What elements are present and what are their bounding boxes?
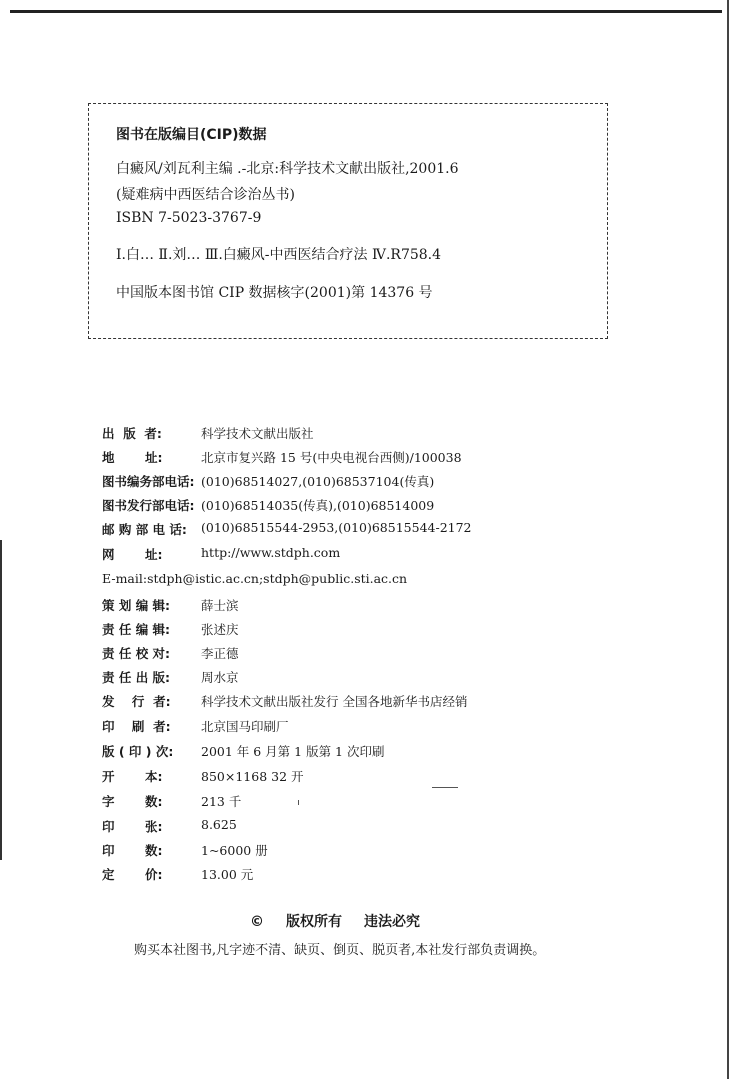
piracy-warning: 违法必究 — [364, 914, 420, 930]
pub-row-word-count: 字 数: 213 千 — [102, 794, 242, 809]
pub-row-edition: 版 ( 印 ) 次: 2001 年 6 月第 1 版第 1 次印刷 — [102, 744, 385, 759]
pub-row-editorial-phone: 图书编务部电话: (010)68514027,(010)68537104(传真) — [102, 474, 435, 489]
pub-row-website: 网 址: http://www.stdph.com — [102, 545, 341, 562]
pub-row-publisher: 出 版 者: 科学技术文献出版社 — [102, 426, 314, 441]
pub-row-proofreader: 责 任 校 对: 李正德 — [102, 646, 239, 661]
pub-row-address: 地 址: 北京市复兴路 15 号(中央电视台西侧)/100038 — [102, 450, 462, 465]
copyright-line — [250, 911, 442, 931]
pub-row-planning-editor: 策 划 编 辑: 薛士滨 — [102, 598, 239, 613]
cip-line-record-number: 中国版本图书馆 CIP 数据核字(2001)第 14376 号 — [116, 285, 433, 301]
scan-speck — [432, 787, 458, 788]
pub-row-printer: 印 刷 者: 北京国马印刷厂 — [102, 719, 289, 734]
pub-row-sheets: 印 张: 8.625 — [102, 817, 237, 834]
pub-row-price: 定 价: 13.00 元 — [102, 867, 254, 882]
copyright-text: 版权所有 — [286, 914, 342, 930]
pub-row-distribution-phone: 图书发行部电话: (010)68514035(传真),(010)68514009 — [102, 498, 435, 513]
right-border-rule — [727, 0, 729, 1079]
cip-line-series: (疑难病中西医结合诊治丛书) — [116, 187, 295, 203]
left-scan-edge — [0, 540, 2, 860]
pub-row-distributor: 发 行 者: 科学技术文献出版社发行 全国各地新华书店经销 — [102, 694, 468, 709]
pub-row-format: 开 本: 850×1168 32 开 — [102, 769, 304, 784]
cip-title: 图书在版编目(CIP)数据 — [116, 127, 267, 143]
scan-speck — [298, 800, 299, 805]
top-border-rule — [10, 10, 722, 13]
pub-row-mailorder-phone: 邮 购 部 电 话: (010)68515544-2953,(010)68515544-2172 — [102, 520, 472, 537]
pub-row-email: E-mail: stdph@istic.ac.cn;stdph@public.sti.ac.cn — [102, 571, 408, 586]
copyright-icon: © — [250, 914, 264, 930]
pub-row-print-run: 印 数: 1~6000 册 — [102, 843, 268, 858]
pub-row-responsible-editor: 责 任 编 辑: 张述庆 — [102, 622, 239, 637]
cip-line-isbn: ISBN 7-5023-3767-9 — [116, 210, 262, 226]
replacement-notice: 购买本社图书,凡字迹不清、缺页、倒页、脱页者,本社发行部负责调换。 — [134, 943, 546, 958]
pub-row-production: 责 任 出 版: 周水京 — [102, 670, 239, 685]
cip-line-title-author: 白癜风/刘瓦利主编 .-北京:科学技术文献出版社,2001.6 — [116, 161, 459, 177]
cip-line-classification: Ⅰ.白… Ⅱ.刘… Ⅲ.白癜风-中西医结合疗法 Ⅳ.R758.4 — [116, 247, 442, 263]
